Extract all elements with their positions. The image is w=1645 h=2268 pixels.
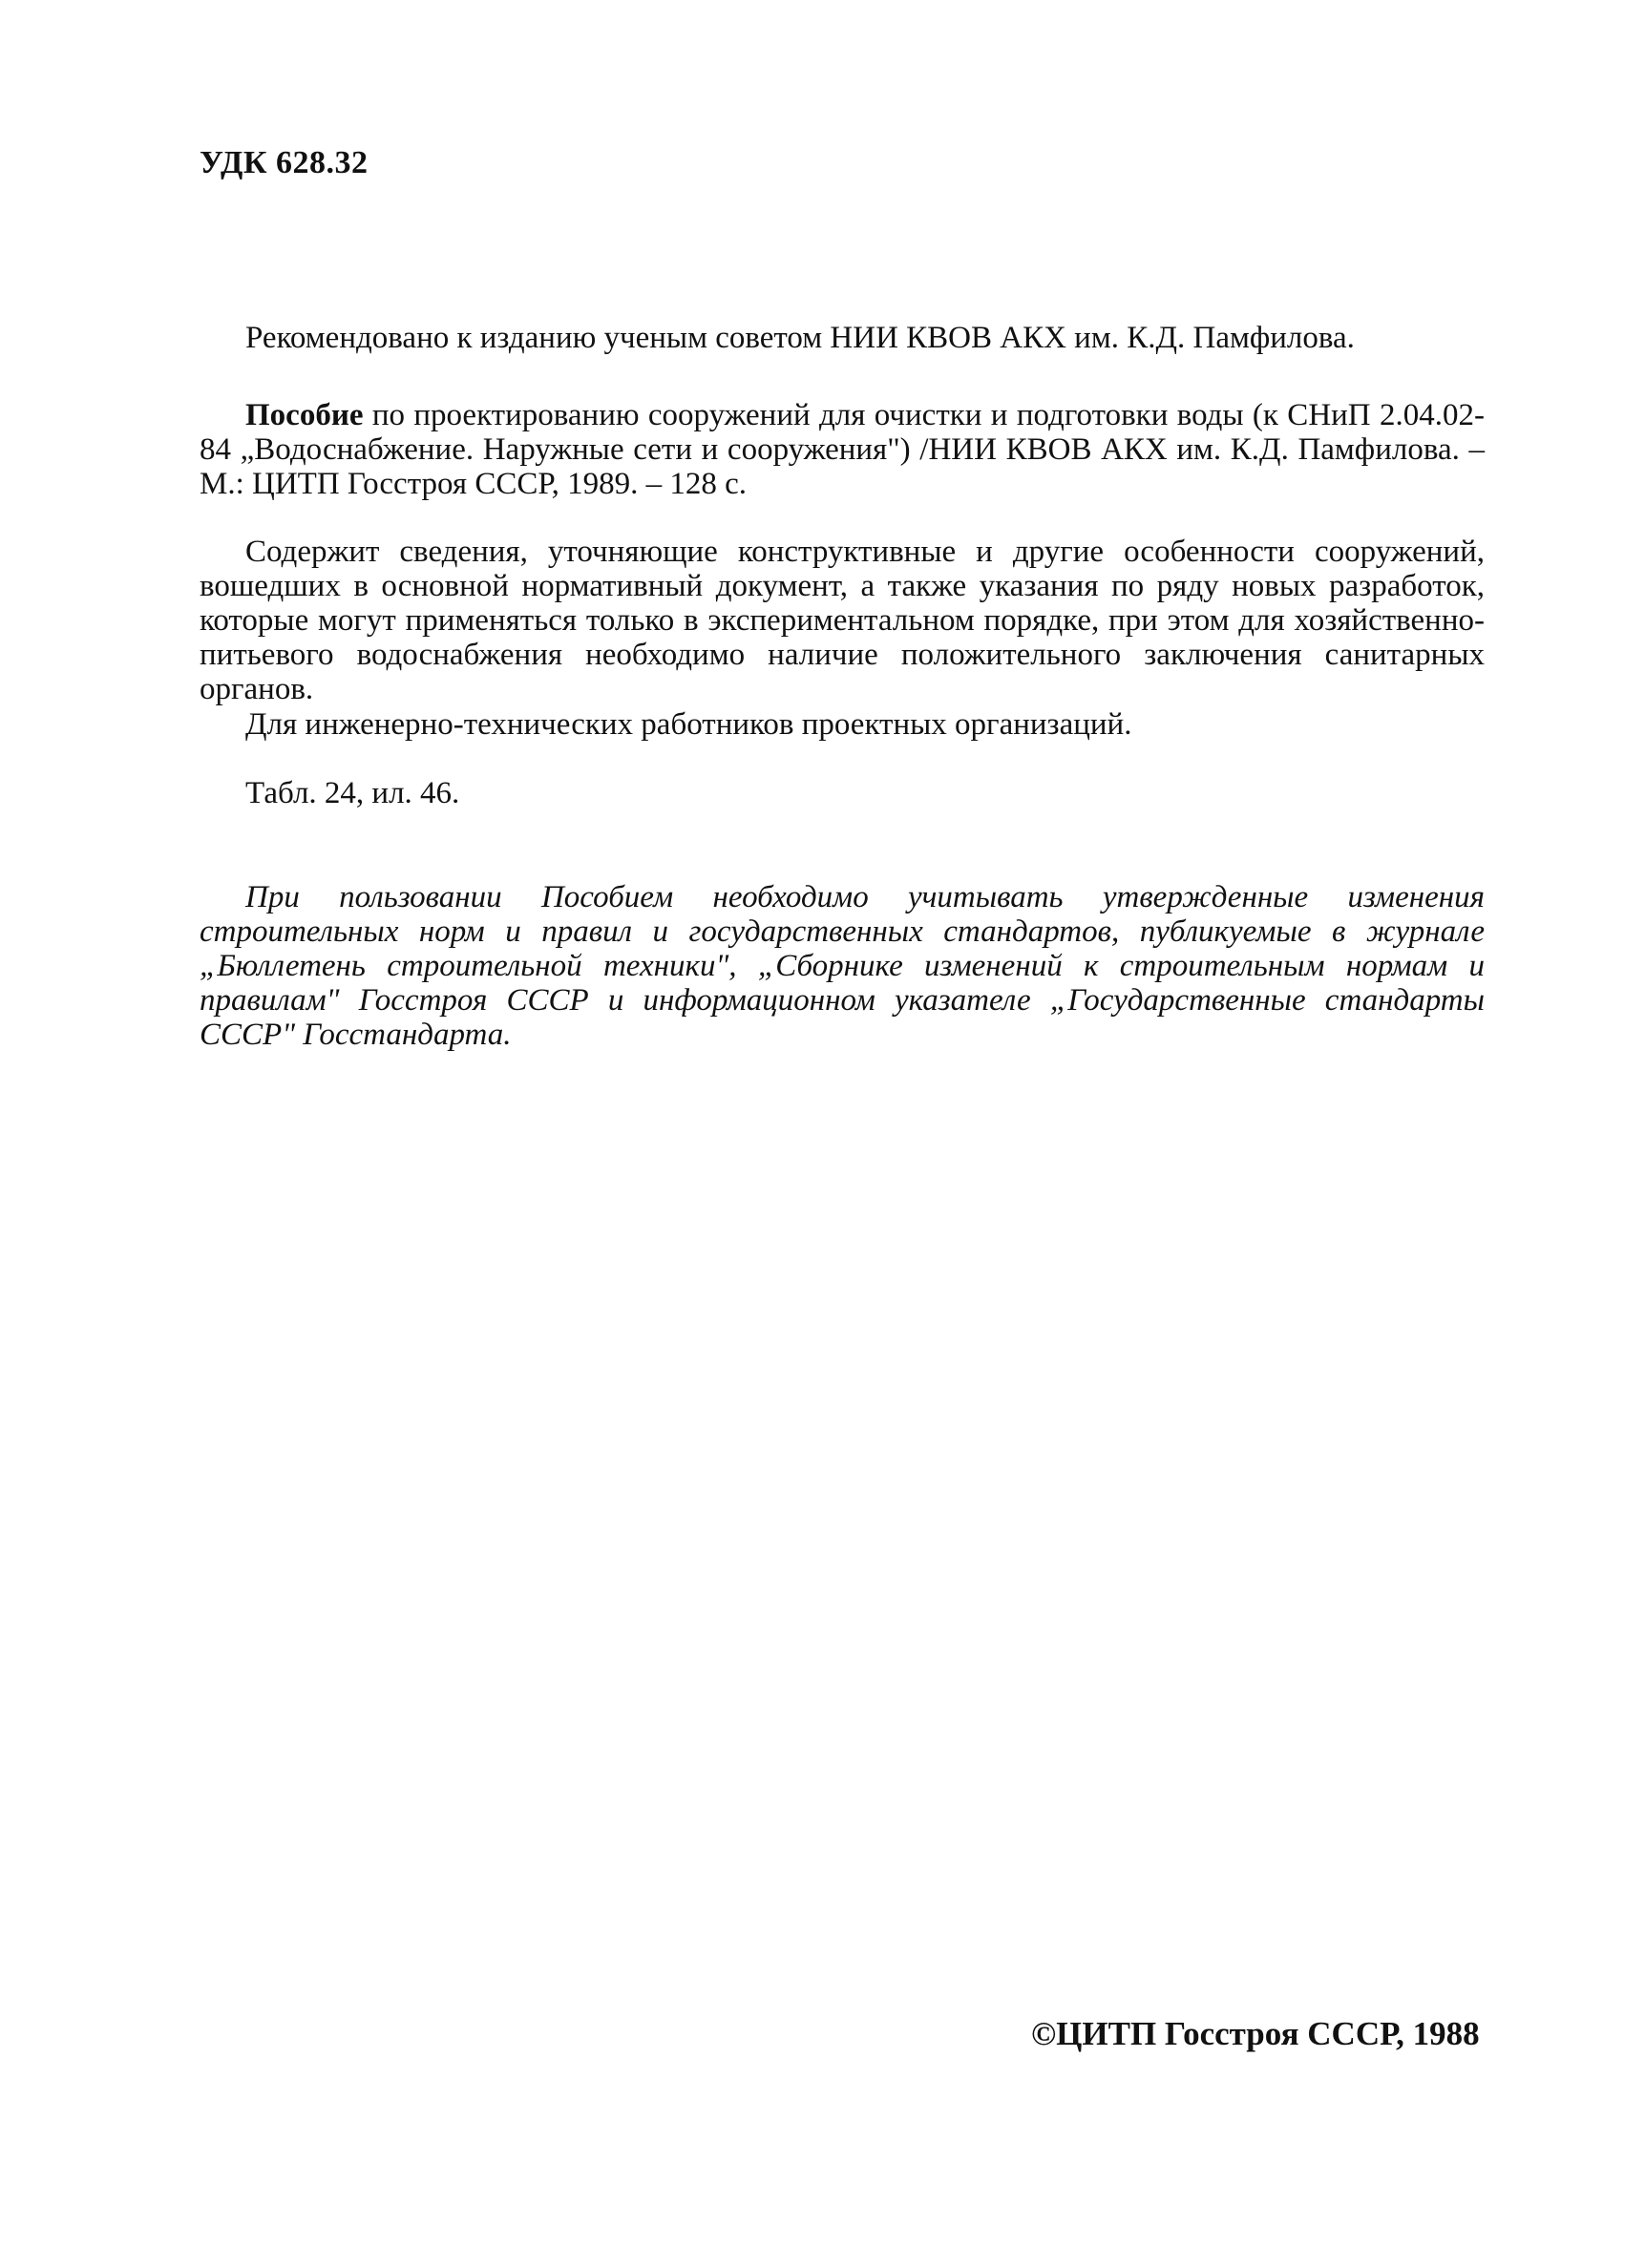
usage-notice: При пользовании Пособием необходимо учитывать утвержденные изменения строительных норм и правил и государственных стандартов, публикуемые в журнале „Бюллетень строительной техники", „Сборнике изменений к строительным нормам и правилам" Госстроя СССР и информационном указателе „Государственные стандарты СССР" Госстандарта.: [200, 880, 1485, 1052]
tables-figures-count: Табл. 24, ил. 46.: [245, 776, 460, 810]
copyright-notice: ©ЦИТП Госстроя СССР, 1988: [1031, 2015, 1480, 2052]
bibliographic-citation: [200, 398, 1485, 501]
abstract-text: Содержит сведения, уточняющие конструктивные и другие особенности сооружений, вошедших в основной нормативный документ, а также указания по ряду новых разработок, которые могут применяться только в экспериментальном порядке, при этом для хозяйственно-питьевого водоснабжения необходимо наличие положительного заключения санитарных органов.: [200, 535, 1485, 706]
target-audience: Для инженерно-технических работников проектных организаций.: [245, 707, 1132, 742]
recommendation-note: Рекомендовано к изданию ученым советом НИИ КВОВ АКХ им. К.Д. Памфилова.: [245, 321, 1355, 355]
citation-title: Пособие: [245, 398, 364, 432]
udk-code: УДК 628.32: [200, 145, 369, 180]
citation-details: по проектированию сооружений для очистки и подготовки воды (к СНиП 2.04.02-84 „Водоснабжение. Наружные сети и сооружения") /НИИ КВОВ АКХ им. К.Д. Памфилова. – М.: ЦИТП Госстроя СССР, 1989. – 128 с.: [200, 398, 1485, 501]
